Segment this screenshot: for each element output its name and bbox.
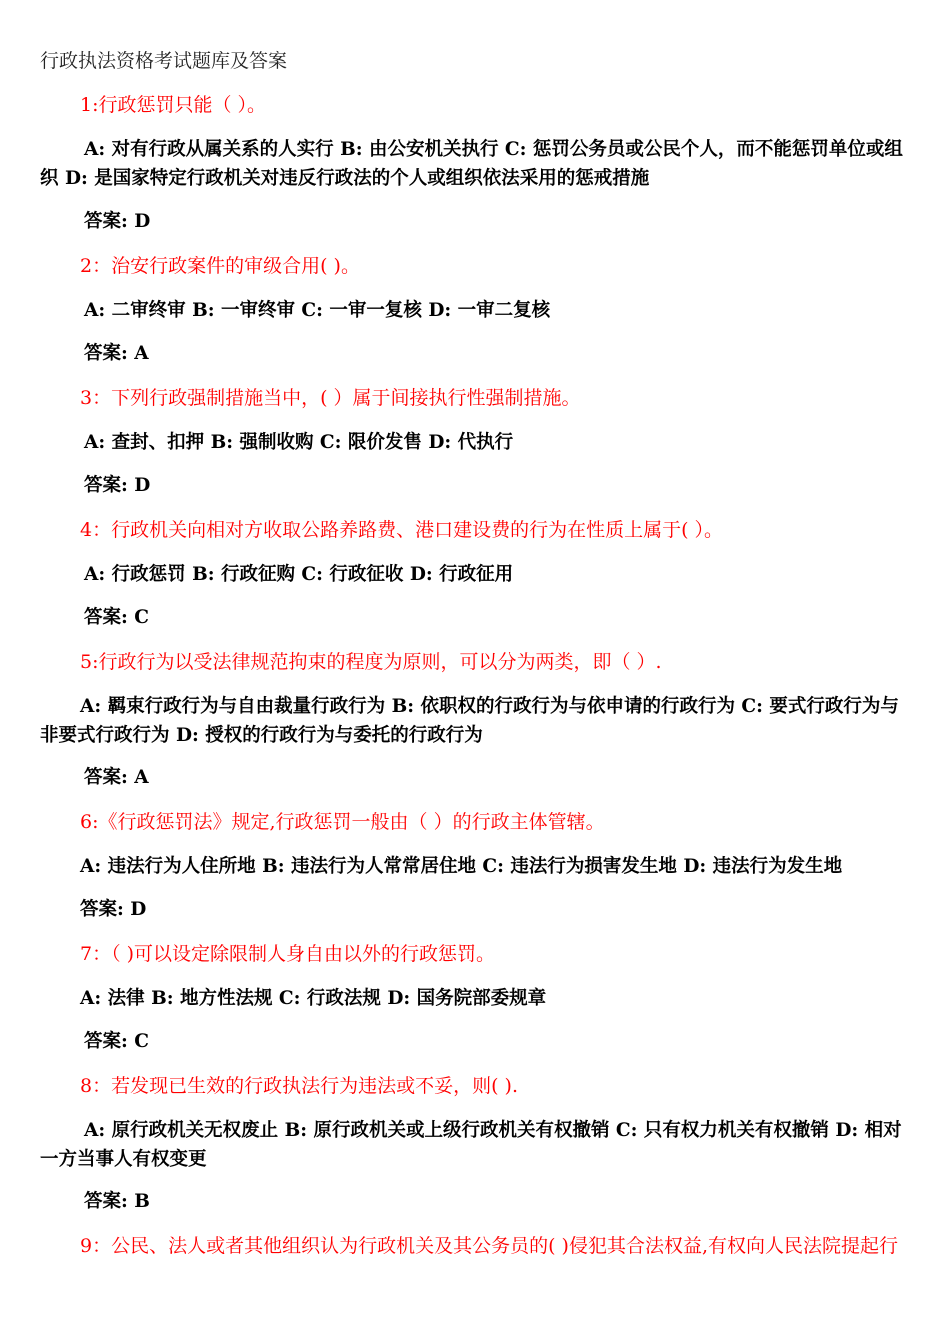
options-2 [40,296,910,325]
options-text: A: 羁束行政行为与自由裁量行政行为 B: 依职权的行政行为与依申请的行政行为 C: 要式行政行为与非要式行政行为 D: 授权的行政行为与委托的行政行为 [40,696,899,746]
question-1: 1:行政惩罚只能（ ）。 [80,94,267,116]
options-text: A: 原行政机关无权废止 B: 原行政机关或上级行政机关有权撤销 C: 只有权力机关有权撤销 D: 相对一方当事人有权变更 [40,1120,902,1170]
options-text: A: 对有行政从属关系的人实行 B: 由公安机关执行 C: 惩罚公务员或公民个人，而不能惩罚单位或组织 D: 是国家特定行政机关对违反行政法的个人或组织依法采用的惩戒措施 [40,139,903,189]
options-text: A: 行政惩罚 B: 行政征购 C: 行政征收 D: 行政征用 [84,564,514,585]
answer-8: 答案: B [84,1191,150,1212]
options-3 [40,428,910,457]
options-4 [40,560,910,589]
answer-6: 答案: D [80,899,147,920]
options-7 [40,984,910,1013]
answer-4: 答案: C [84,607,149,628]
options-5 [40,692,910,750]
options-text: A: 法律 B: 地方性法规 C: 行政法规 D: 国务院部委规章 [80,988,547,1009]
question-8: 8：若发现已生效的行政执法行为违法或不妥，则( ). [80,1075,518,1097]
options-text: A: 查封、扣押 B: 强制收购 C: 限价发售 D: 代执行 [84,432,514,453]
question-4: 4：行政机关向相对方收取公路养路费、港口建设费的行为在性质上属于( ）。 [80,519,724,541]
document-title: 行政执法资格考试题库及答案 [40,50,288,72]
answer-3: 答案: D [84,475,151,496]
answer-5: 答案: A [84,767,149,788]
question-6: 6:《行政惩罚法》规定,行政惩罚一般由（ ）的行政主体管辖。 [80,811,605,833]
answer-2: 答案: A [84,343,149,364]
answer-7: 答案: C [84,1031,149,1052]
question-7: 7：（ )可以设定除限制人身自由以外的行政惩罚。 [80,943,496,965]
options-text: A: 违法行为人住所地 B: 违法行为人常常居住地 C: 违法行为损害发生地 D: 违法行为发生地 [80,856,843,877]
options-1 [40,135,910,193]
options-text: A: 二审终审 B: 一审终审 C: 一审一复核 D: 一审二复核 [84,300,551,321]
question-2: 2：治安行政案件的审级合用( )。 [80,255,360,277]
question-5: 5:行政行为以受法律规范拘束的程度为原则，可以分为两类，即（ ）. [80,651,662,673]
question-9: 9：公民、法人或者其他组织认为行政机关及其公务员的( )侵犯其合法权益,有权向人民法院提起行 [80,1235,898,1257]
question-3: 3：下列行政强制措施当中，( ）属于间接执行性强制措施。 [80,387,581,409]
options-8 [40,1116,910,1174]
options-6 [40,852,910,881]
answer-1: 答案: D [84,211,151,232]
